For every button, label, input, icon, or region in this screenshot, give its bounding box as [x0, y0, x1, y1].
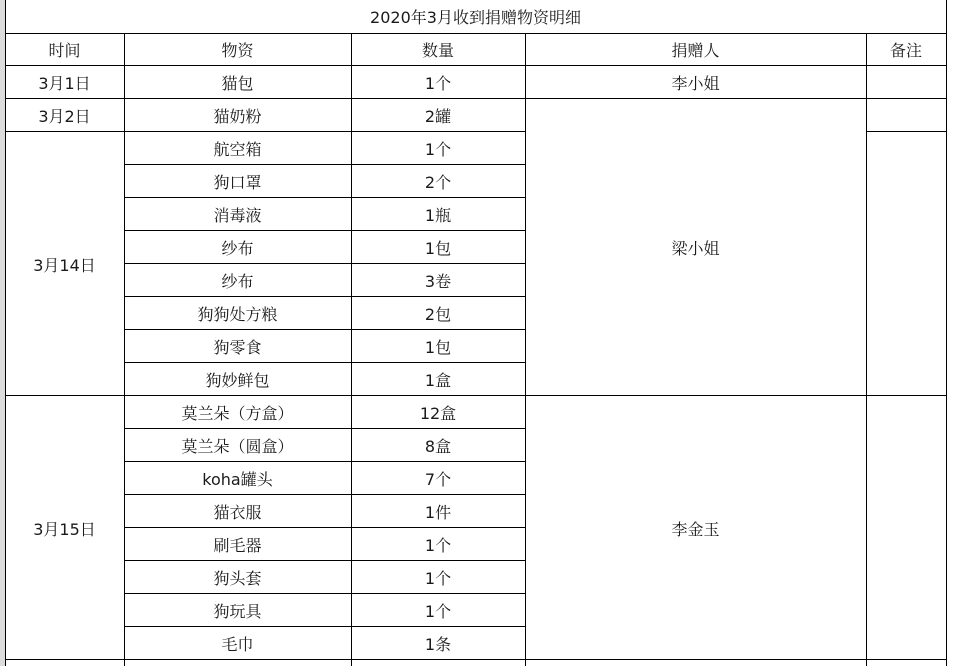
- date-cell: 3月14日: [33, 255, 96, 275]
- date-cell: 3月1日: [38, 74, 91, 93]
- qty-cell: 1盒: [424, 371, 452, 390]
- item-cell: 纱布: [221, 239, 254, 258]
- qty-cell: 2包: [424, 305, 452, 324]
- item-cell: 航空箱: [213, 140, 262, 159]
- item-cell: 毛巾: [221, 635, 254, 654]
- item-cell: 消毒液: [213, 206, 262, 225]
- qty-cell: 1件: [424, 503, 452, 522]
- qty-cell: 1个: [424, 602, 452, 621]
- qty-cell: 1包: [424, 338, 452, 357]
- header-item: 物资: [221, 41, 254, 60]
- item-cell: 狗狗处方粮: [197, 305, 278, 324]
- item-cell: koha罐头: [202, 470, 273, 489]
- date-cell: 3月15日: [33, 519, 96, 539]
- qty-cell: 1瓶: [424, 206, 452, 225]
- item-cell: 狗玩具: [213, 602, 262, 621]
- border-line: [5, 131, 525, 132]
- sheet-title: 2020年3月收到捐赠物资明细: [370, 8, 581, 27]
- qty-cell: 7个: [424, 470, 452, 489]
- qty-cell: 1个: [424, 536, 452, 555]
- item-cell: 莫兰朵（方盒）: [181, 404, 294, 423]
- qty-cell: 2罐: [424, 107, 452, 126]
- border-line: [5, 98, 946, 99]
- qty-cell: 8盒: [424, 437, 452, 456]
- border-line: [866, 33, 867, 666]
- date-cell: 3月2日: [38, 107, 91, 126]
- donor-cell: 李金玉: [671, 519, 720, 539]
- border-line: [5, 0, 6, 666]
- header-note: 备注: [889, 41, 922, 60]
- border-line: [946, 0, 947, 666]
- item-cell: 猫包: [221, 74, 254, 93]
- qty-cell: 1个: [424, 74, 452, 93]
- border-line: [525, 33, 526, 666]
- header-donor: 捐赠人: [671, 41, 720, 60]
- item-cell: 狗妙鲜包: [205, 371, 270, 390]
- item-cell: 莫兰朵（圆盒）: [181, 437, 294, 456]
- border-line: [124, 33, 125, 666]
- donor-cell: 李小姐: [671, 74, 720, 93]
- item-cell: 狗头套: [213, 569, 262, 588]
- item-cell: 刷毛器: [213, 536, 262, 555]
- border-line: [5, 395, 946, 396]
- border-line: [351, 33, 352, 666]
- item-cell: 纱布: [221, 272, 254, 291]
- qty-cell: 1包: [424, 239, 452, 258]
- border-line: [5, 33, 946, 34]
- donor-cell: 梁小姐: [671, 239, 720, 258]
- qty-cell: 3卷: [424, 272, 452, 291]
- border-line: [866, 131, 946, 132]
- item-cell: 狗零食: [213, 338, 262, 357]
- border-line: [5, 659, 946, 660]
- item-cell: 狗口罩: [213, 173, 262, 192]
- header-qty: 数量: [421, 41, 454, 60]
- item-cell: 猫奶粉: [213, 107, 262, 126]
- qty-cell: 1个: [424, 140, 452, 159]
- border-line: [5, 65, 946, 66]
- item-cell: 猫衣服: [213, 503, 262, 522]
- qty-cell: 2个: [424, 173, 452, 192]
- header-time: 时间: [48, 41, 81, 60]
- qty-cell: 12盒: [419, 404, 457, 423]
- qty-cell: 1条: [424, 635, 452, 654]
- qty-cell: 1个: [424, 569, 452, 588]
